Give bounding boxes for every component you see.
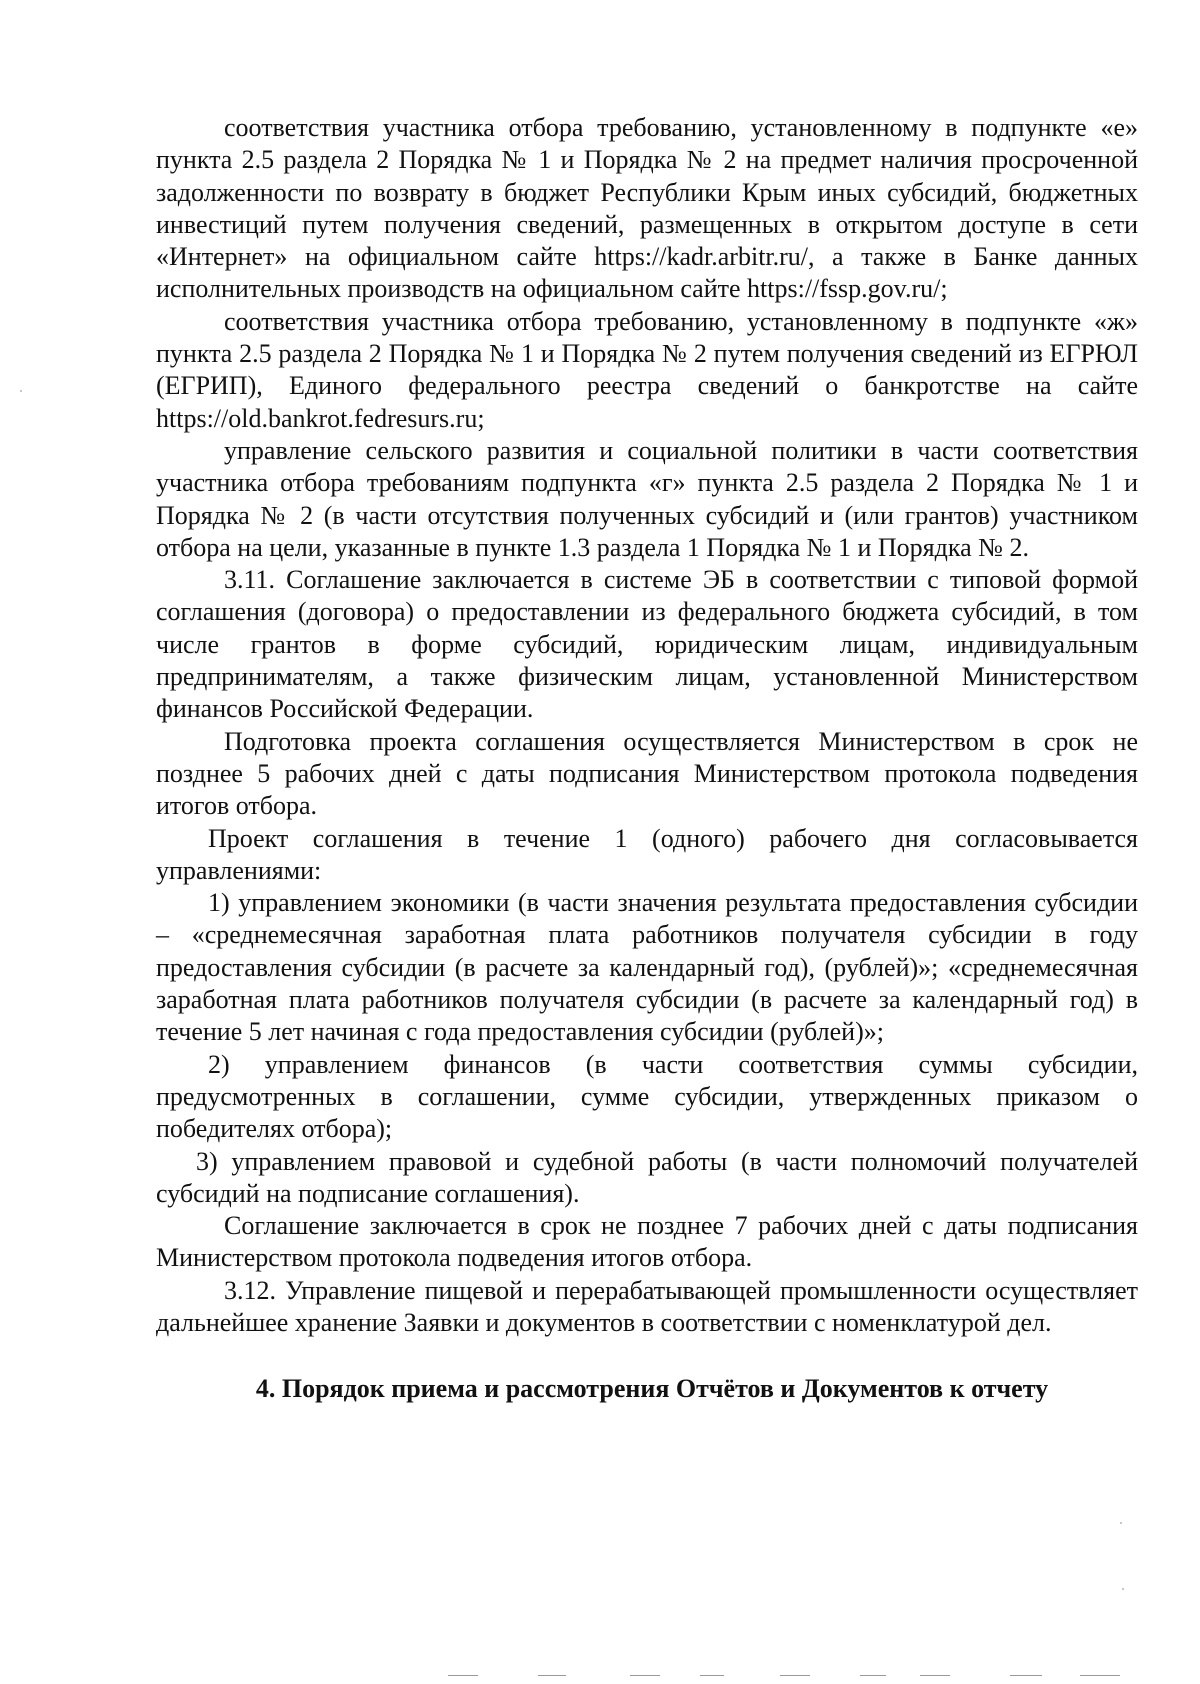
scan-artifact	[1010, 1675, 1042, 1676]
scan-artifact	[630, 1675, 660, 1676]
paragraph-creditor-check: соответствия участника отбора требованию, установленному в подпункте «е» пункта 2.5 раздела 2 Порядка № 1 и Порядка № 2 на предмет наличия просроченной задолженности по возврату в бюджет Республики Крым иных субсидий, бюджетных инвестиций путем получения сведений, размещенных в открытом доступе в сети «Интернет» на официальном сайте https://kadr.arbitr.ru/, а также в Банке данных исполнительных производств на официальном сайте https://fssp.gov.ru/;	[156, 113, 1138, 304]
paragraph-agreement-term: Соглашение заключается в срок не позднее 7 рабочих дней с даты подписания Министерством протокола подведения итогов отбора.	[156, 1211, 1138, 1273]
list-item-legal: 3) управлением правовой и судебной работы (в части полномочий получателей субсидий на подписание соглашения).	[156, 1146, 1138, 1208]
paragraph-agreement-approval: Проект соглашения в течение 1 (одного) рабочего дня согласовывается управлениями:	[156, 823, 1138, 885]
scan-artifact	[448, 1675, 478, 1676]
paragraph-3-11-agreement: 3.11. Соглашение заключается в системе ЭБ в соответствии с типовой формой соглашения (договора) о предоставлении из федерального бюджета субсидий, в том числе грантов в форме субсидий, юридическим лицам, индивидуальным предпринимателям, а также физическим лицам, установленной Министерством финансов Российской Федерации.	[156, 565, 1138, 724]
scan-artifact	[1122, 1588, 1124, 1590]
document-page	[156, 112, 1138, 1406]
scan-artifact	[1080, 1675, 1120, 1676]
paragraph-agreement-preparation: Подготовка проекта соглашения осуществляется Министерством в срок не позднее 5 рабочих дней с даты подписания Министерством протокола подведения итогов отбора.	[156, 726, 1138, 821]
scan-artifact	[700, 1675, 724, 1676]
scan-artifact	[780, 1675, 810, 1676]
scan-artifact	[860, 1675, 886, 1676]
list-item-economics: 1) управлением экономики (в части значения результата предоставления субсидии – «среднемесячная заработная плата работников получателя субсидии в году предоставления субсидии (в расчете за календарный год), (рублей)»; «среднемесячная заработная плата работников получателя субсидии (в расчете за календарный год) в течение 5 лет начиная с года предоставления субсидии (рублей)»;	[156, 888, 1138, 1047]
paragraph-bankruptcy-check: соответствия участника отбора требованию, установленному в подпункте «ж» пункта 2.5 раздела 2 Порядка № 1 и Порядка № 2 путем получения сведений из ЕГРЮЛ (ЕГРИП), Единого федерального реестра сведений о банкротстве на сайте https://old.bankrot.fedresurs.ru;	[156, 306, 1138, 433]
section-heading: 4. Порядок приема и рассмотрения Отчётов и Документов к отчету	[255, 1374, 1049, 1404]
paragraph-rural-development: управление сельского развития и социальной политики в части соответствия участника отбора требованиям подпункта «г» пункта 2.5 раздела 2 Порядка № 1 и Порядка № 2 (в части отсутствия полученных субсидий и (или грантов) участником отбора на цели, указанные в пункте 1.3 раздела 1 Порядка № 1 и Порядка № 2.	[156, 435, 1138, 562]
list-item-finance: 2) управлением финансов (в части соответствия суммы субсидии, предусмотренных в соглашении, сумме субсидии, утвержденных приказом о победителях отбора);	[156, 1049, 1138, 1144]
scan-artifact	[920, 1675, 950, 1676]
scan-artifact	[1120, 1522, 1122, 1524]
scan-artifact	[20, 390, 22, 392]
paragraph-3-12-storage: 3.12. Управление пищевой и перерабатывающей промышленности осуществляет дальнейшее хранение Заявки и документов в соответствии с номенклатурой дел.	[156, 1275, 1138, 1337]
scan-artifact	[538, 1675, 566, 1676]
